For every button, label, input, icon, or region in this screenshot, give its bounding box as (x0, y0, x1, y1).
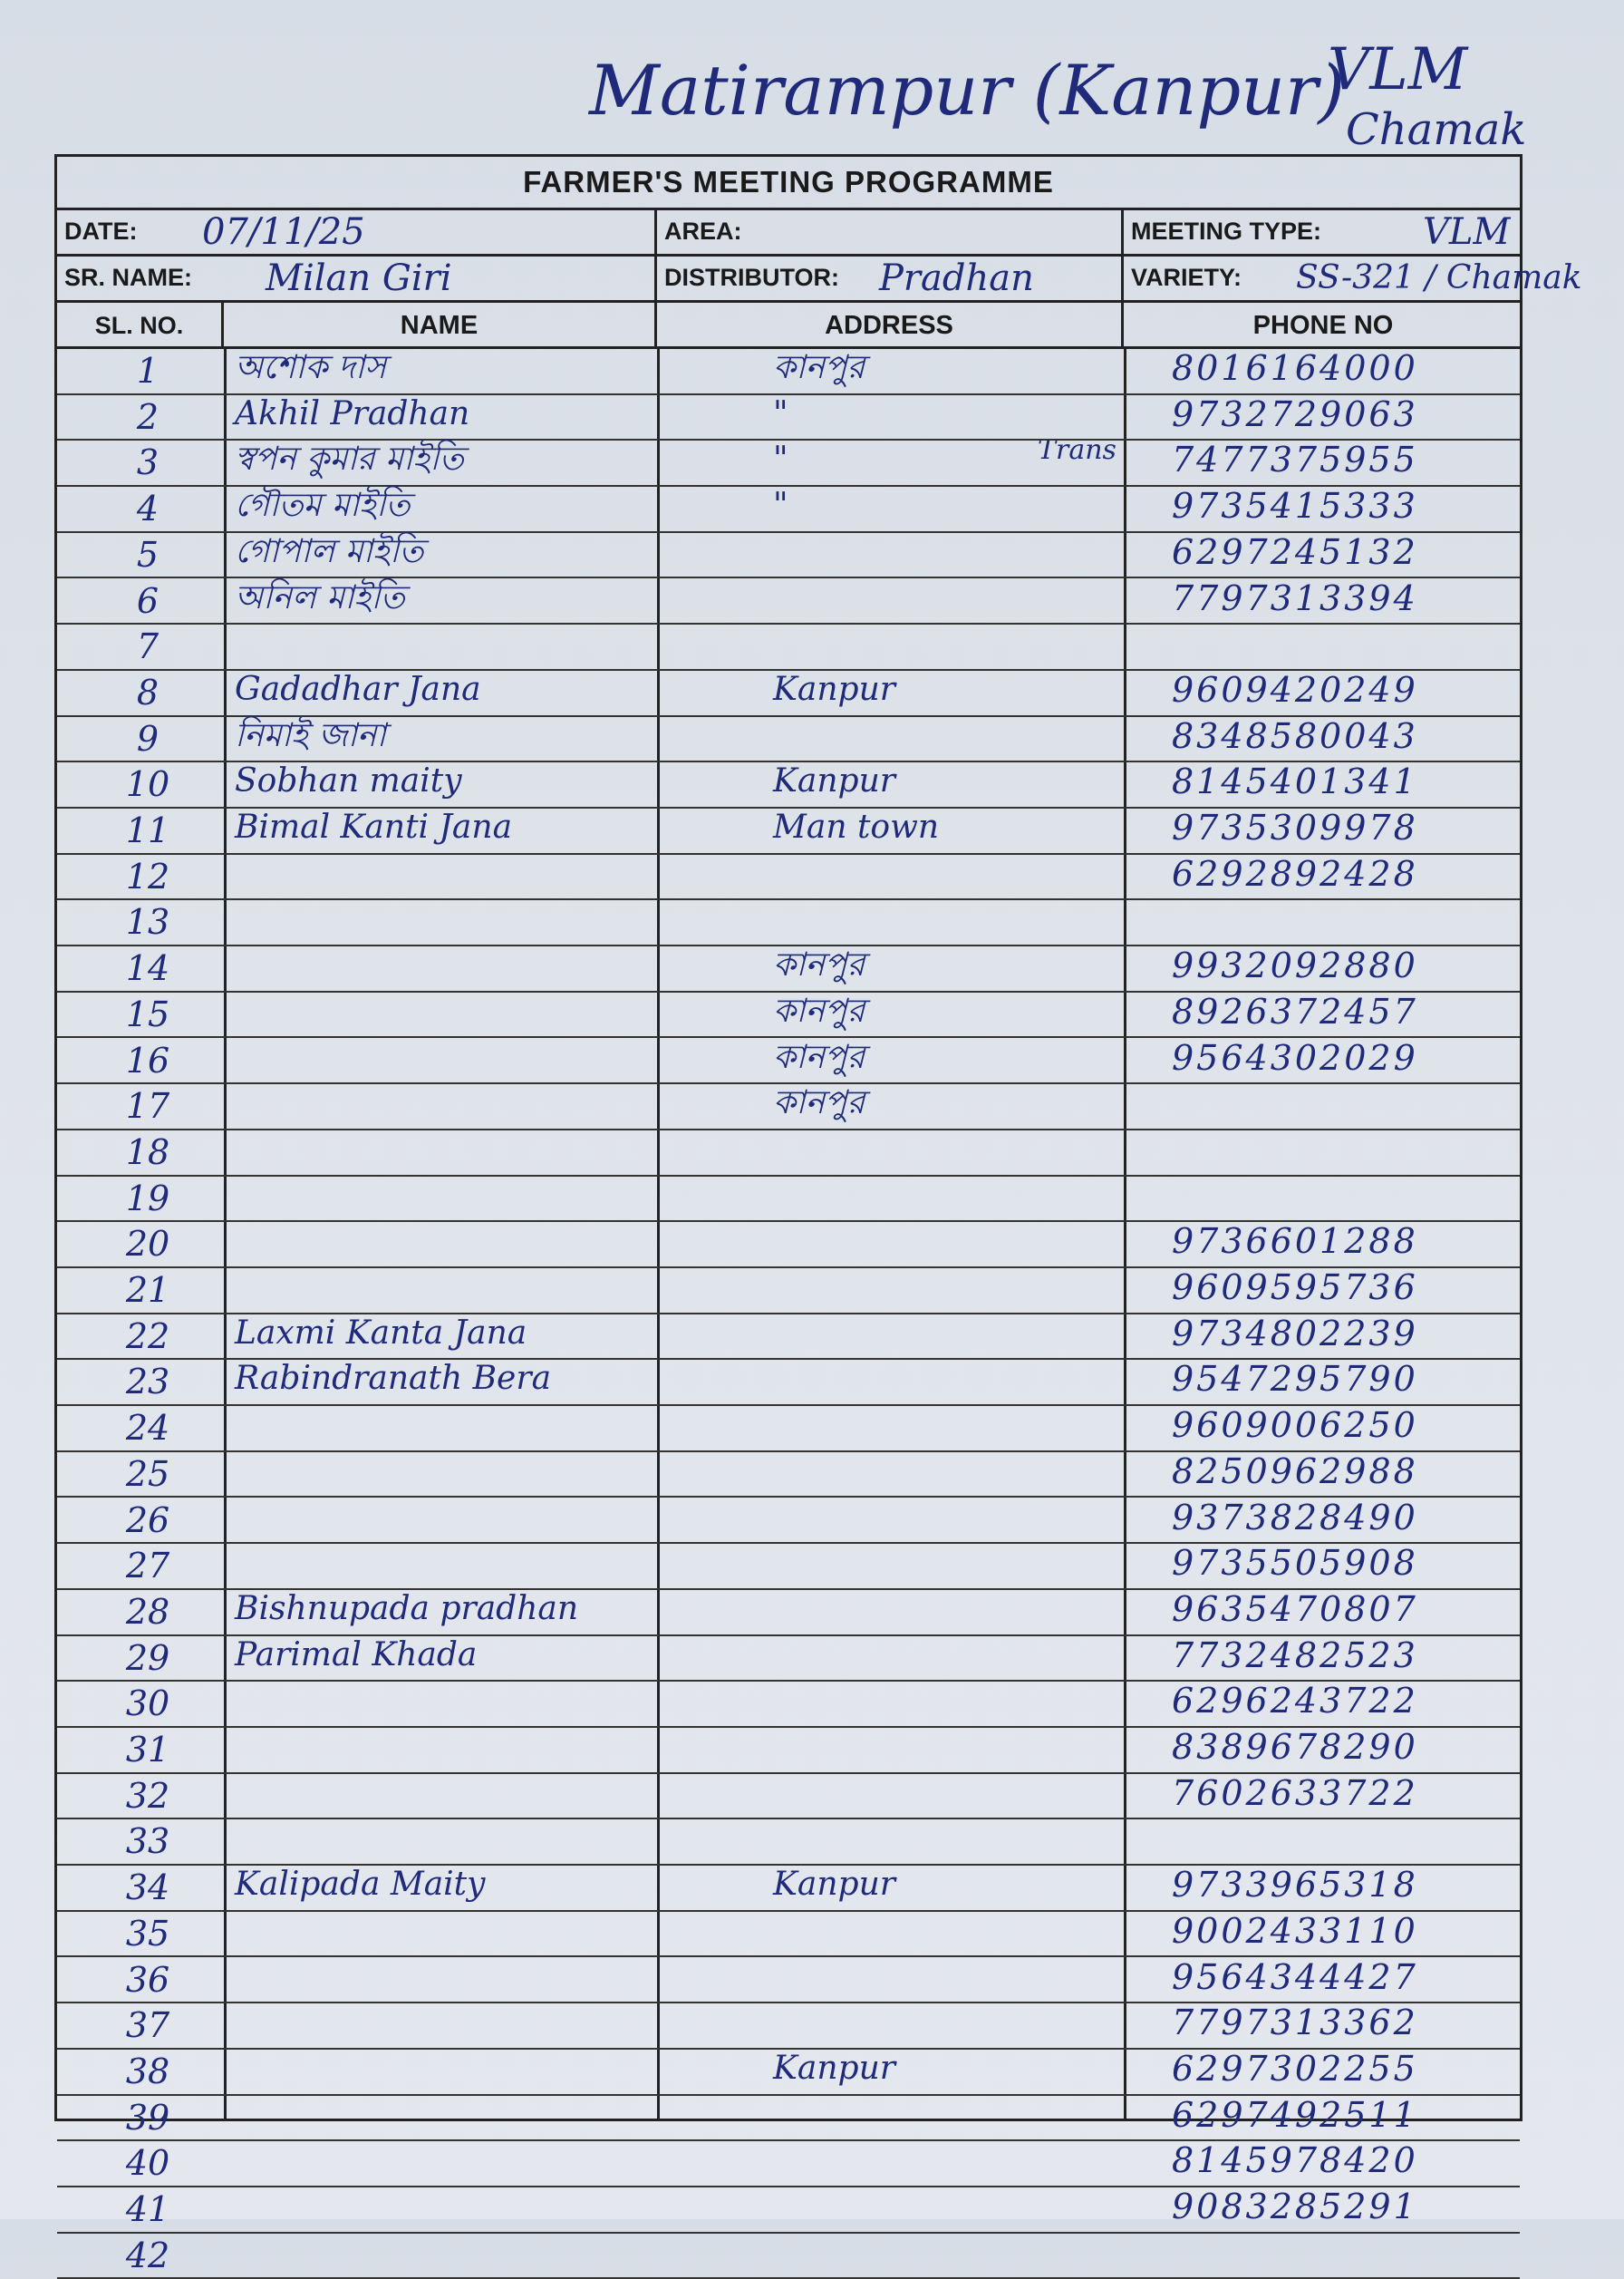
row-serial-number: 42 (125, 2235, 170, 2275)
row-serial-number: 28 (125, 1591, 170, 1632)
row-farmer-name: অশোক দাস (235, 349, 387, 386)
row-serial-number: 18 (125, 1131, 170, 1172)
table-row (57, 1544, 1520, 1590)
row-farmer-name: গৌতম মাইতি (235, 487, 411, 525)
table-row (57, 993, 1520, 1039)
distributor-cell (657, 257, 1124, 300)
distributor-value: Pradhan (879, 257, 1034, 299)
row-phone-number: 7797313362 (1172, 2003, 1418, 2043)
row-serial-number: 15 (125, 994, 170, 1034)
table-row (57, 1636, 1520, 1683)
row-serial-number: 20 (125, 1224, 170, 1265)
row-address: কানপুর (773, 946, 865, 984)
row-address: কানপুর (773, 992, 865, 1030)
table-row (57, 717, 1520, 763)
row-phone-number: 9002433110 (1172, 1910, 1418, 1951)
row-serial-number: 35 (125, 1913, 170, 1954)
row-serial-number: 39 (125, 2097, 170, 2138)
row-farmer-name: Parimal Khada (235, 1635, 478, 1673)
variety-value: SS-321 / Chamak (1296, 259, 1582, 296)
row-serial-number: 17 (125, 1086, 170, 1127)
row-phone-number: 7732482523 (1172, 1634, 1418, 1675)
handwritten-variety-note: Chamak (1346, 104, 1527, 155)
row-serial-number: 24 (125, 1408, 170, 1449)
row-serial-number: 13 (125, 902, 170, 943)
row-phone-number: 9609006250 (1172, 1405, 1418, 1446)
row-serial-number: 32 (125, 1775, 170, 1816)
table-row (57, 441, 1520, 487)
row-phone-number: 9564344427 (1172, 1956, 1418, 1997)
row-serial-number: 29 (125, 1637, 170, 1678)
row-farmer-name: Rabindranath Bera (235, 1360, 552, 1398)
row-farmer-name: Laxmi Kanta Jana (235, 1314, 527, 1352)
table-row (57, 2234, 1520, 2279)
row-address: Kanpur (773, 1866, 895, 1904)
row-farmer-name: গোপাল মাইতি (235, 532, 424, 570)
table-row (57, 1774, 1520, 1820)
sheet-title: FARMER'S MEETING PROGRAMME (57, 157, 1520, 210)
table-row (57, 2141, 1520, 2187)
row-farmer-name: Kalipada Maity (235, 1866, 486, 1904)
table-row (57, 1360, 1520, 1406)
table-row (57, 2050, 1520, 2096)
row-phone-number: 6297302255 (1172, 2048, 1418, 2089)
row-phone-number: 8348580043 (1172, 715, 1418, 756)
distributor-note: Trans (1038, 434, 1116, 466)
distributor-label: DISTRIBUTOR: (664, 264, 839, 291)
row-phone-number: 7602633722 (1172, 1772, 1418, 1813)
table-row (57, 1590, 1520, 1636)
meeting-sheet (54, 154, 1582, 2275)
row-phone-number: 9609420249 (1172, 669, 1418, 710)
row-phone-number: 9735505908 (1172, 1543, 1418, 1584)
row-address: Kanpur (773, 670, 895, 708)
row-serial-number: 7 (136, 626, 160, 667)
meeting-type-label: MEETING TYPE: (1131, 218, 1322, 245)
row-phone-number: 9734802239 (1172, 1313, 1418, 1353)
row-phone-number: 8250962988 (1172, 1450, 1418, 1491)
row-phone-number: 8389678290 (1172, 1727, 1418, 1767)
row-address: কানপুর (773, 349, 865, 386)
row-phone-number: 6297245132 (1172, 531, 1418, 572)
table-row (57, 1130, 1520, 1177)
date-cell (57, 210, 657, 254)
sr-name-cell (57, 257, 657, 300)
row-serial-number: 4 (136, 489, 160, 529)
table-row (57, 762, 1520, 809)
row-farmer-name: নিমাই জানা (235, 716, 386, 754)
row-phone-number: 9735309978 (1172, 808, 1418, 848)
sr-name-label: SR. NAME: (64, 264, 192, 291)
row-serial-number: 38 (125, 2051, 170, 2091)
row-serial-number: 2 (136, 396, 160, 437)
area-label: AREA: (664, 218, 742, 245)
table-row (57, 1406, 1520, 1452)
table-row (57, 1958, 1520, 2004)
row-serial-number: 21 (125, 1270, 170, 1310)
table-row (57, 349, 1520, 395)
row-phone-number: 8016164000 (1172, 348, 1418, 388)
row-address: " (773, 487, 788, 525)
table-row (57, 395, 1520, 441)
handwritten-meeting-type-note: VLM (1328, 36, 1468, 103)
row-serial-number: 12 (125, 856, 170, 897)
column-header-name: NAME (224, 303, 657, 346)
table-row (57, 1912, 1520, 1958)
row-farmer-name: Gadadhar Jana (235, 670, 481, 708)
row-serial-number: 1 (136, 351, 160, 391)
table-row (57, 900, 1520, 946)
column-header-address: ADDRESS (657, 303, 1124, 346)
row-serial-number: 14 (125, 948, 170, 989)
table-row (57, 1039, 1520, 1085)
farmer-table-body (57, 348, 1520, 2275)
row-serial-number: 27 (125, 1546, 170, 1586)
column-header-phone: PHONE NO (1252, 311, 1394, 340)
table-row (57, 2187, 1520, 2234)
column-header-sl-no: SL. NO. (57, 303, 224, 346)
row-serial-number: 25 (125, 1453, 170, 1494)
row-phone-number: 9083285291 (1172, 2187, 1418, 2226)
row-serial-number: 23 (125, 1362, 170, 1402)
row-farmer-name: Bimal Kanti Jana (235, 809, 513, 846)
table-row (57, 579, 1520, 626)
table-row (57, 809, 1520, 855)
table-row (57, 1452, 1520, 1498)
table-row (57, 1498, 1520, 1545)
table-row (57, 1084, 1520, 1130)
handwritten-location-title: Matirampur (Kanpur) (589, 50, 1346, 131)
row-serial-number: 8 (136, 672, 160, 713)
table-row (57, 946, 1520, 993)
table-row (57, 1222, 1520, 1268)
row-serial-number: 5 (136, 534, 160, 575)
row-phone-number: 8145978420 (1172, 2140, 1418, 2181)
sr-name-value: Milan Giri (266, 257, 452, 299)
row-address: কানপুর (773, 1038, 865, 1076)
row-serial-number: 41 (125, 2189, 170, 2229)
row-farmer-name: স্বপন কুমার মাইতি (235, 441, 464, 479)
row-phone-number: 8926372457 (1172, 991, 1418, 1032)
date-label: DATE: (64, 218, 138, 245)
meeting-type-cell (1124, 210, 1522, 254)
row-address: " (773, 394, 788, 432)
row-serial-number: 37 (125, 2005, 170, 2046)
row-serial-number: 40 (125, 2143, 170, 2184)
table-row (57, 1682, 1520, 1728)
variety-label: VARIETY: (1131, 264, 1242, 291)
row-serial-number: 36 (125, 1959, 170, 2000)
row-serial-number: 10 (125, 764, 170, 805)
row-phone-number: 9932092880 (1172, 946, 1418, 986)
row-phone-number: 6297492511 (1172, 2094, 1418, 2135)
table-row (57, 2096, 1520, 2142)
row-phone-number: 9373828490 (1172, 1497, 1418, 1537)
date-value: 07/11/25 (202, 211, 365, 253)
row-farmer-name: অনিল মাইতি (235, 578, 405, 616)
row-address: " (773, 441, 788, 479)
table-row (57, 1728, 1520, 1774)
table-row (57, 855, 1520, 901)
row-serial-number: 22 (125, 1315, 170, 1356)
row-phone-number: 9735415333 (1172, 486, 1418, 527)
table-row (57, 1819, 1520, 1866)
row-phone-number: 9609595736 (1172, 1267, 1418, 1307)
table-row (57, 1268, 1520, 1314)
row-serial-number: 31 (125, 1730, 170, 1770)
row-serial-number: 30 (125, 1683, 170, 1724)
row-phone-number: 6296243722 (1172, 1681, 1418, 1721)
area-cell (657, 210, 1124, 254)
table-row (57, 671, 1520, 717)
row-address: Kanpur (773, 762, 895, 800)
row-serial-number: 34 (125, 1867, 170, 1908)
header-row-1 (57, 210, 1520, 257)
header-row-2 (57, 257, 1582, 303)
row-farmer-name: Akhil Pradhan (235, 394, 470, 432)
row-phone-number: 9732729063 (1172, 393, 1418, 434)
meeting-type-value: VLM (1423, 211, 1511, 253)
row-serial-number: 19 (125, 1178, 170, 1218)
table-row (57, 487, 1520, 533)
row-serial-number: 33 (125, 1821, 170, 1862)
row-phone-number: 9564302029 (1172, 1037, 1418, 1078)
row-serial-number: 16 (125, 1040, 170, 1081)
row-phone-number: 9635470807 (1172, 1588, 1418, 1629)
table-row (57, 2003, 1520, 2050)
row-address: Man town (773, 809, 940, 846)
row-phone-number: 9733965318 (1172, 1865, 1418, 1906)
row-address: Kanpur (773, 2049, 895, 2087)
row-phone-number: 7797313394 (1172, 577, 1418, 618)
table-row (57, 533, 1520, 579)
row-serial-number: 26 (125, 1499, 170, 1540)
row-serial-number: 6 (136, 580, 160, 621)
table-row (57, 625, 1520, 671)
variety-cell (1124, 257, 1582, 300)
row-farmer-name: Sobhan maity (235, 762, 462, 800)
row-serial-number: 3 (136, 442, 160, 483)
row-serial-number: 9 (136, 718, 160, 759)
table-row (57, 1177, 1520, 1223)
row-phone-number: 8145401341 (1172, 761, 1418, 802)
row-serial-number: 11 (125, 810, 170, 850)
row-address: কানপুর (773, 1084, 865, 1122)
row-phone-number: 6292892428 (1172, 853, 1418, 894)
row-phone-number: 7477375955 (1172, 440, 1418, 480)
row-phone-number: 9547295790 (1172, 1359, 1418, 1400)
table-row (57, 1866, 1520, 1912)
row-farmer-name: Bishnupada pradhan (235, 1589, 579, 1627)
table-row (57, 1314, 1520, 1361)
row-phone-number: 9736601288 (1172, 1221, 1418, 1262)
